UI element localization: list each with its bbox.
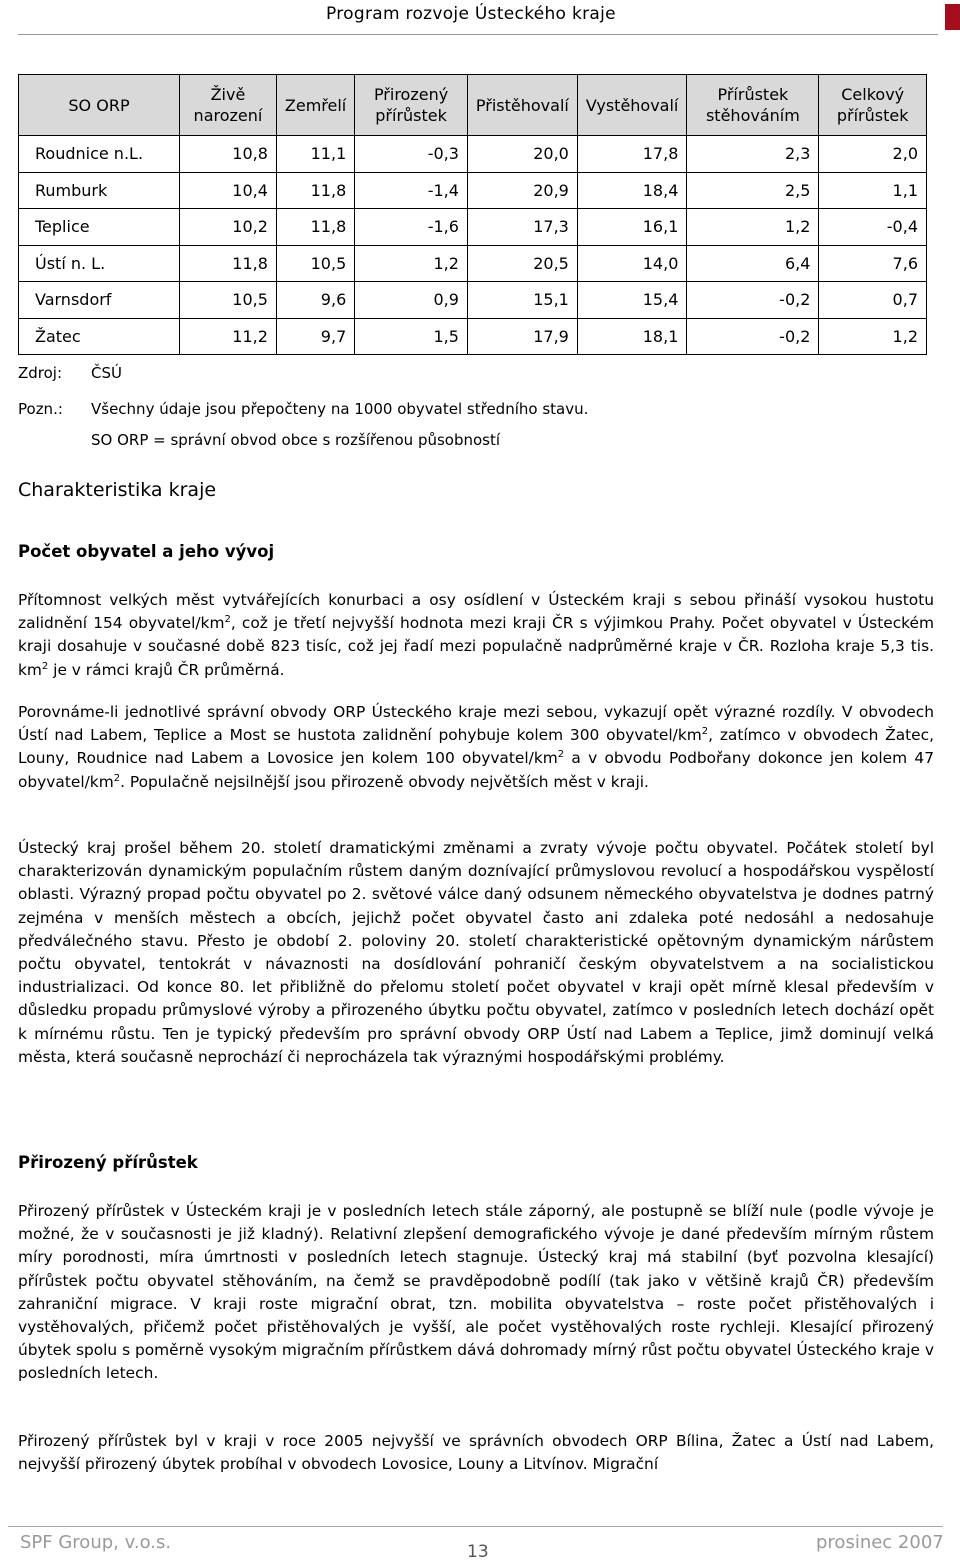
paragraph-natural-increase: Přirozený přírůstek v Ústeckém kraji je v posledních letech stále záporný, ale postupně se blíží nule (podle vývoje je možné, že v současnosti je již kladný). Relativní zlepšení demografického vývoje je dané především mírným růstem míry porodnosti, míra úmrtnosti v posledních letech stagnuje. Ústecký kraj má stabilní (byť pozvolna klesající) přírůstek počtu obyvatel stěhováním, na čemž se pravděpodobně podílí (tak jako v většině krajů ČR) především zahraniční migrace. V kraji roste migrační obrat, tzn. mobilita obyvatelstva – roste počet přistěhovalých i vystěhovalých, přičemž počet přistěhovalých je vyšší, ale počet vystěhovalých roste rychleji. Klesající přirozený úbytek spolu s poměrně vysokým migračním přírůstkem dává dohromady mírný růst počtu obyvatel Ústeckého kraje v posledních letech. [18, 1202, 934, 1383]
subheading-population: Počet obyvatel a jeho vývoj [18, 542, 275, 561]
section-title: Charakteristika kraje [18, 479, 217, 501]
table-cell: 0,9 [355, 282, 468, 319]
table-cell: 2,5 [687, 172, 819, 209]
table-cell: 10,5 [276, 245, 354, 282]
table-cell: 20,0 [467, 136, 577, 173]
paragraph-density [18, 589, 934, 682]
table-cell: -1,4 [355, 172, 468, 209]
table-cell: Rumburk [19, 172, 180, 209]
table-cell: 2,0 [819, 136, 927, 173]
table-cell: 10,2 [180, 209, 277, 246]
table-cell: 9,7 [276, 318, 354, 355]
table-cell: Ústí n. L. [19, 245, 180, 282]
column-header: SO ORP [19, 75, 180, 136]
table-cell: 14,0 [577, 245, 687, 282]
table-row [19, 136, 927, 173]
column-header: Živě narození [180, 75, 277, 136]
superscript: 2 [557, 749, 565, 761]
subheading-natural-increase: Přirozený přírůstek [18, 1153, 198, 1172]
text-run: , což je třetí nejvyšší hodnota mezi kraji ČR s výjimkou Prahy. Počet obyvatel v Ústeckém kraji dosahuje v současné době 823 tisíc, což jej řadí mezi populačně nadprůměrné kraje v ČR. Rozloha kraje 5,3 tis. km [18, 614, 934, 679]
table-cell: 2,3 [687, 136, 819, 173]
text-run: . Populačně nejsilnější jsou přirozeně obvody největších měst v kraji. [120, 772, 649, 791]
header-accent-mark [945, 4, 960, 30]
header-divider [18, 34, 938, 35]
table-cell: 10,5 [180, 282, 277, 319]
table-cell: 6,4 [687, 245, 819, 282]
table-row [19, 172, 927, 209]
table-header-row [19, 75, 927, 136]
footer-date: prosinec 2007 [816, 1532, 944, 1553]
paragraph-orp-natural-increase: Přirozený přírůstek byl v kraji v roce 2005 nejvyšší ve správních obvodech ORP Bílina, Žatec a Ústí nad Labem, nejvyšší přirozený úbytek probíhal v obvodech Lovosice, Louny a Litvínov. Migrační [18, 1432, 934, 1474]
table-cell: 9,6 [276, 282, 354, 319]
table-cell: 11,8 [276, 172, 354, 209]
table-cell: 1,2 [819, 318, 927, 355]
table-cell: 11,2 [180, 318, 277, 355]
table-cell: 16,1 [577, 209, 687, 246]
table-cell: 17,9 [467, 318, 577, 355]
table-cell: 18,4 [577, 172, 687, 209]
source-label: Zdroj: [18, 364, 63, 382]
text-run: Přítomnost velkých měst vytvářejících konurbaci a osy osídlení v Ústeckém kraji s sebou přináší vysokou hustotu zalidnění 154 obyvatel/km [18, 591, 934, 633]
table-cell: -0,3 [355, 136, 468, 173]
text-run: a v obvodu Podbořany dokonce jen kolem 47 obyvatel/km [18, 749, 934, 791]
table-cell: 17,3 [467, 209, 577, 246]
column-header: Přírůstek stěhováním [687, 75, 819, 136]
table-cell: Teplice [19, 209, 180, 246]
table-cell: 10,4 [180, 172, 277, 209]
table-cell: Varnsdorf [19, 282, 180, 319]
table-cell: 20,5 [467, 245, 577, 282]
table-row [19, 282, 927, 319]
note-text-2: SO ORP = správní obvod obce s rozšířenou působností [91, 431, 501, 449]
column-header: Celkový přírůstek [819, 75, 927, 136]
table-cell: 1,2 [355, 245, 468, 282]
table-cell: 20,9 [467, 172, 577, 209]
table-cell: 18,1 [577, 318, 687, 355]
note-label: Pozn.: [18, 400, 63, 418]
table-cell: 1,1 [819, 172, 927, 209]
table-cell: 11,8 [276, 209, 354, 246]
table-cell: 11,1 [276, 136, 354, 173]
table-row [19, 209, 927, 246]
population-table [18, 74, 927, 355]
table-row [19, 245, 927, 282]
text-run: Porovnáme-li jednotlivé správní obvody ORP Ústeckého kraje mezi sebou, vykazují opět výrazné rozdíly. V obvodech Ústí nad Labem, Teplice a Most se hustota zalidnění pohybuje kolem 300 obyvatel/km [18, 703, 934, 745]
table-cell: -1,6 [355, 209, 468, 246]
superscript: 2 [41, 660, 49, 672]
note-text-1: Všechny údaje jsou přepočteny na 1000 obyvatel středního stavu. [91, 400, 589, 418]
table-cell: -0,2 [687, 318, 819, 355]
table-cell: 15,4 [577, 282, 687, 319]
table-cell: 10,8 [180, 136, 277, 173]
column-header: Přistěhovalí [467, 75, 577, 136]
source-value: ČSÚ [91, 364, 122, 382]
column-header: Vystěhovalí [577, 75, 687, 136]
superscript: 2 [113, 772, 121, 784]
table-cell: Žatec [19, 318, 180, 355]
table-cell: -0,4 [819, 209, 927, 246]
table-cell: -0,2 [687, 282, 819, 319]
header-title: Program rozvoje Ústeckého kraje [326, 4, 616, 24]
paragraph-history: Ústecký kraj prošel během 20. století dramatickými změnami a zvraty vývoje počtu obyvatel. Počátek století byl charakterizován dynamickým populačním růstem daným doznívající průmyslovou revolucí a hospodářskou vyspělostí oblasti. Výrazný propad počtu obyvatel po 2. světové válce daný odsunem německého obyvatelstva je dodnes patrný zejména v menších městech a obcích, jejichž počet obyvatel často ani zdaleka poté nedosáhl a nedosahuje předválečného stavu. Přesto je období 2. poloviny 20. století charakteristické opětovným dynamickým nárůstem počtu obyvatel, tentokrát v návaznosti na dosídlování pohraničí českým obyvatelstvem a na socialistickou industrializaci. Od konce 80. let přibližně do přelomu století počet obyvatel v kraji opět mírně klesal především v důsledku propadu průmyslové výroby a přirozeného úbytku počtu obyvatel, zatímco v posledních letech dochází opět k mírnému růstu. Ten je typický především pro správní obvody ORP Ústí nad Labem a Teplice, jimž dominují velká města, která současně neprochází či neprocházela tak výraznými hospodářskými problémy. [18, 839, 934, 1066]
table-cell: 1,2 [687, 209, 819, 246]
text-run: je v rámci krajů ČR průměrná. [48, 660, 285, 679]
table-cell: 17,8 [577, 136, 687, 173]
table-row [19, 318, 927, 355]
page-number: 13 [467, 1542, 489, 1562]
column-header: Přirozený přírůstek [355, 75, 468, 136]
table-cell: 7,6 [819, 245, 927, 282]
page-header [0, 0, 960, 36]
table-cell: Roudnice n.L. [19, 136, 180, 173]
footer-company: SPF Group, v.o.s. [20, 1532, 172, 1553]
text-run: , zatímco v obvodech Žatec, Louny, Roudnice nad Labem a Lovosice jen kolem 100 obyvatel/km [18, 726, 935, 768]
table-cell: 1,5 [355, 318, 468, 355]
table-cell: 11,8 [180, 245, 277, 282]
superscript: 2 [224, 614, 231, 626]
column-header: Zemřelí [276, 75, 354, 136]
superscript: 2 [701, 726, 709, 738]
table-cell: 0,7 [819, 282, 927, 319]
paragraph-orp-comparison [18, 701, 934, 794]
table-cell: 15,1 [467, 282, 577, 319]
footer-divider [8, 1526, 943, 1527]
